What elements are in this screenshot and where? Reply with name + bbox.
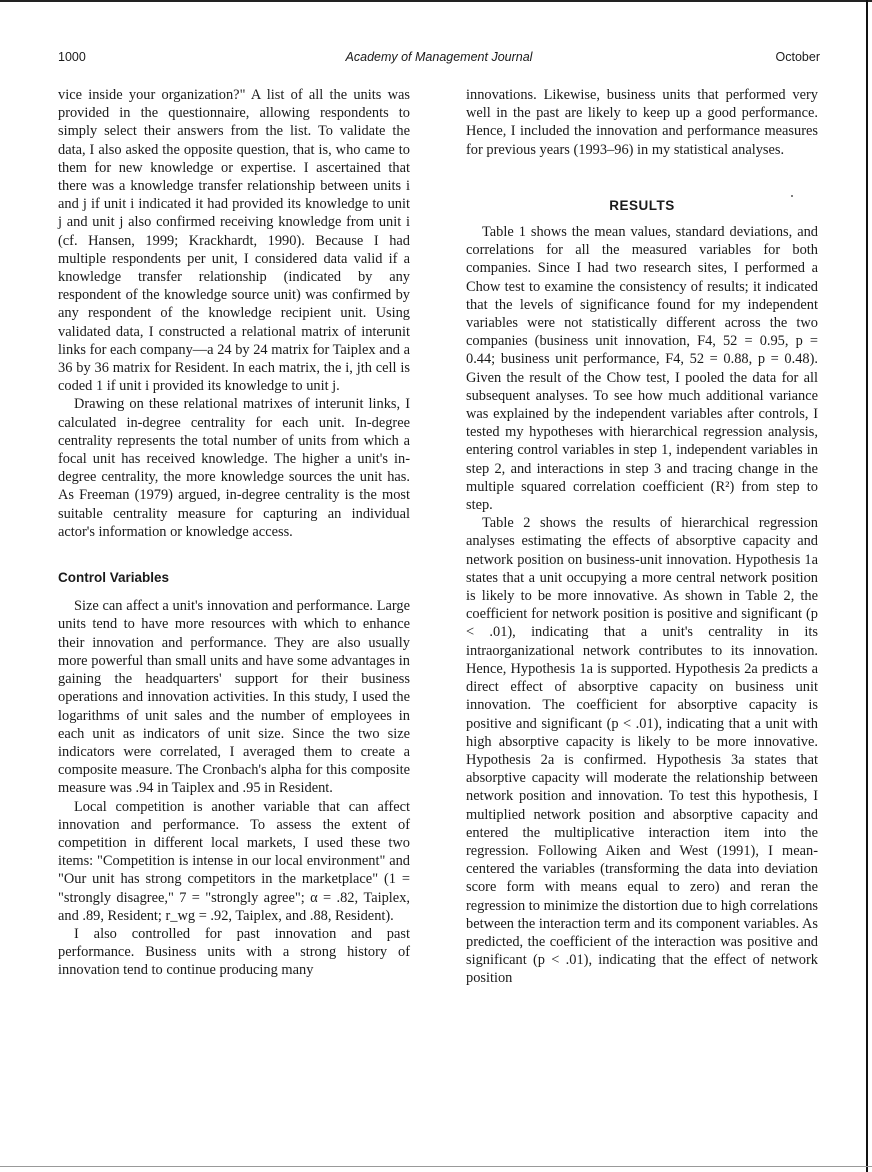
body-paragraph: Local competition is another variable that can affect innovation and performance. To assess the extent of competition in different local markets, I used these two items: "Competition is intense in our local environment" and "Our unit has strong competitors in the marketplace" (1 = "strongly disagree," 7 = "strongly agree"; α = .82, Taiplex, and .89, Resident; r_wg = .92, Taiplex, and .88, Resident). <box>58 798 410 924</box>
left-column <box>58 86 410 980</box>
body-paragraph: vice inside your organization?" A list of all the units was provided in the questionnaire, allowing respondents to simply select their answers from the list. To validate the data, I also asked the opposite question, that is, who came to them for new knowledge or expertise. I ascertained that there was a knowledge transfer relationship between units i and j if unit i indicated it had provided its knowledge to unit j and unit j also confirmed receiving knowledge from unit i (cf. Hansen, 1999; Krackhardt, 1990). Because I had multiple respondents per unit, I considered data valid if a knowledge transfer relationship (indicated by any respondent of the knowledge source unit) was confirmed by any respondent of the knowledge recipient unit. Using validated data, I constructed a relational matrix of interunit links for each company—a 24 by 24 matrix for Taiplex and a 36 by 36 matrix for Resident. In each matrix, the i, jth cell is coded 1 if unit i provided its knowledge to unit j. <box>58 87 410 395</box>
body-paragraph: Table 2 shows the results of hierarchical regression analyses estimating the effects of absorptive capacity and network position on business-unit innovation. Hypothesis 1a states that a unit occupying a more central network position is likely to be more innovative. As shown in Table 2, the coefficient for network position is positive and significant (p < .01), indicating that a unit's centrality in its intraorganizational network contributes to its innovation. Hence, Hypothesis 1a is supported. Hypothesis 2a predicts a direct effect of absorptive capacity on business unit innovation. The coefficient for absorptive capacity is positive and significant (p < .01), indicating that a unit with high absorptive capacity is likely to be more innovative. Hypothesis 2a is confirmed. Hypothesis 3a states that absorptive capacity will moderate the relationship between network position and innovation. To test this hypothesis, I multiplied network position and absorptive capacity and entered the multiplicative interaction item into the regression. Following Aiken and West (1991), I mean-centered the variables (transforming the data into deviation score form with means equal to zero) and reran the regression to minimize the distortion due to high correlations between the interaction term and its component variables. As predicted, the coefficient of the interaction was positive and significant (p < .01), indicating that the effect of network position <box>466 515 818 987</box>
section-heading: RESULTS <box>609 197 675 213</box>
body-paragraph: Table 1 shows the mean values, standard deviations, and correlations for all the measured variables for both companies. Since I had two research sites, I performed a Chow test to examine the consistency of results; it indicated that the levels of significance found for my independent variables were not statistically different across the two companies (business unit innovation, F4, 52 = 0.95, p = 0.44; business unit performance, F4, 52 = 0.88, p = 0.48). Given the result of the Chow test, I pooled the data for all subsequent analyses. To see how much additional variance was explained by the independent variables after controls, I tested my hypotheses with hierarchical regression analysis, entering control variables in step 1, independent variables in step 2, and interactions in step 3 and tracing change in the multiple squared correlation coefficient (R²) from step to step. <box>466 224 818 514</box>
page-edge-right <box>866 0 868 1172</box>
issue-month: October <box>775 50 820 64</box>
page-bottom-edge <box>0 1166 872 1167</box>
body-paragraph: innovations. Likewise, business units that performed very well in the past are likely to keep up a good performance. Hence, I included the innovation and performance measures for previous years (1993–96) in my statistical analyses. <box>466 87 818 158</box>
body-paragraph: Size can affect a unit's innovation and performance. Large units tend to have more resources with which to enhance their innovation and performance. They are also usually more powerful than small units and have some advantages in gaining the headquarters' support for their business operations and innovation activities. In this study, I used the logarithms of unit sales and the number of employees in each unit as indicators of unit size. Since the two size indicators were correlated, I averaged them to create a composite measure. The Cronbach's alpha for this composite measure was .94 in Taiplex and .95 in Resident. <box>58 598 410 797</box>
body-paragraph: Drawing on these relational matrixes of interunit links, I calculated in-degree centrality for each unit. In-degree centrality represents the total number of units from which a focal unit has received knowledge. The higher a unit's in-degree centrality, the more knowledge sources the unit has. As Freeman (1979) argued, in-degree centrality is the most suitable centrality measure for capturing an individual actor's information or knowledge access. <box>58 396 410 540</box>
right-column <box>466 86 818 988</box>
running-header <box>58 50 820 70</box>
body-paragraph: I also controlled for past innovation and past performance. Business units with a strong history of innovation tend to continue producing many <box>58 925 410 979</box>
page-number: 1000 <box>58 50 86 64</box>
journal-title: Academy of Management Journal <box>345 50 533 64</box>
page-edge-top <box>0 0 872 2</box>
scan-speck <box>791 195 793 197</box>
section-subheading: Control Variables <box>58 570 170 586</box>
